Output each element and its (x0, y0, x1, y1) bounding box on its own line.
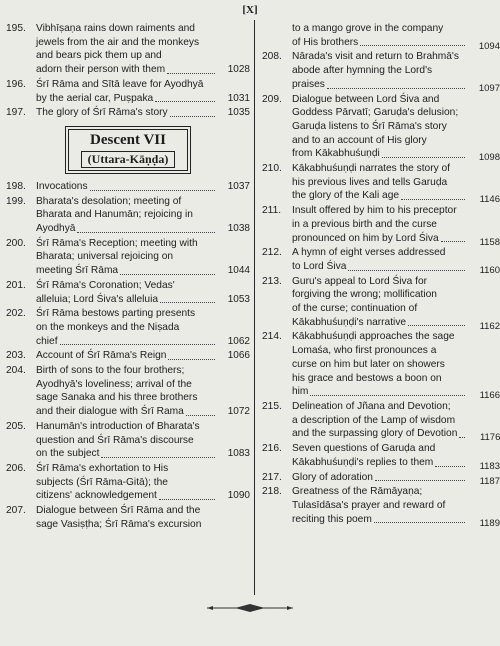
toc-entry-line: Greatness of the Rāmāyaṇa; (292, 486, 423, 498)
toc-entry-final-line (292, 471, 467, 485)
toc-entry-line: a description of the Lamp of wisdom (292, 414, 456, 426)
toc-entry (262, 246, 500, 276)
toc-entry-text (36, 279, 220, 306)
toc-entry-line: Śrī Rāma and Sītā leave for Ayodhyā (36, 78, 204, 90)
toc-entry-text (292, 275, 470, 330)
toc-entry-final-line (292, 78, 467, 92)
toc-entry-text (36, 307, 220, 348)
toc-entry (6, 195, 250, 236)
toc-entry-final-line (36, 405, 217, 419)
toc-entry-line: jewels from the air and the monkeys (36, 36, 200, 48)
toc-entry-page-number: 1166 (479, 390, 500, 402)
leader-dots (120, 274, 215, 275)
toc-entry-line: and to an account of His glory (292, 134, 427, 146)
toc-entry-number: 205. (6, 420, 26, 432)
leader-dots (101, 457, 215, 458)
toc-entry-text (36, 420, 220, 461)
toc-entry-line: Insult offered by him to his preceptor (292, 205, 457, 217)
toc-entry-page-number: 1066 (227, 350, 250, 362)
toc-entry-text (292, 204, 470, 245)
toc-entry-final-text: alleluia; Lord Śiva's alleluia (36, 293, 159, 305)
toc-entry-line: Dialogue between Śrī Rāma and the (36, 505, 201, 517)
toc-entry-text (292, 330, 470, 399)
toc-entry (6, 237, 250, 278)
leader-dots (360, 45, 465, 46)
toc-entry-page-number: 1083 (227, 448, 250, 460)
toc-entry-number: 195. (6, 23, 26, 34)
toc-entry (262, 442, 500, 472)
toc-entry-number: 203. (6, 350, 26, 362)
toc-entry-number: 208. (262, 51, 282, 63)
toc-entry-text (292, 50, 470, 91)
toc-entry (262, 485, 500, 529)
toc-entry-page-number: 1062 (227, 335, 250, 347)
toc-entry-number: 217. (262, 471, 282, 483)
toc-entry-text (36, 106, 220, 120)
toc-entry-final-text: Invocations (36, 180, 88, 192)
toc-entry-line: Guru's appeal to Lord Śiva for (292, 275, 428, 287)
descent-subtitle: (Uttara-Kāṇḍa) (81, 151, 176, 168)
toc-entry-line: Goddess Pārvatī; Garuḍa's delusion; (292, 107, 459, 119)
toc-entry-text (36, 180, 220, 194)
toc-entry-line: question and Śrī Rāma's discourse (36, 434, 194, 446)
toc-entry-number (262, 22, 292, 49)
toc-entry-final-line (292, 260, 467, 274)
toc-entry-number: 218. (262, 486, 282, 498)
leader-dots (401, 199, 465, 200)
toc-entry-text (292, 162, 470, 203)
toc-entry-line: Śrī Rāma's exhortation to His (36, 462, 169, 474)
toc-entry-text (36, 22, 220, 77)
toc-entry-text (36, 504, 220, 531)
toc-entry-final-line (36, 264, 217, 278)
toc-entry-line: Birth of sons to the four brothers; (36, 365, 185, 377)
toc-entry-line: Garuḍa listens to Śrī Rāma's story (292, 120, 447, 132)
toc-entry-final-line (292, 147, 467, 161)
toc-entry-final-text: meeting Śrī Rāma (36, 265, 119, 277)
toc-left-top-list (6, 22, 250, 120)
toc-entry-line: Kākabhuśuṇḍi narrates the story of (292, 163, 451, 175)
leader-dots (459, 437, 465, 438)
leader-dots (375, 480, 465, 481)
toc-entry-page-number: 1160 (479, 264, 500, 276)
toc-entry-final-text: and their dialogue with Śrī Rama (36, 406, 184, 418)
leader-dots (160, 302, 215, 303)
toc-entry-final-line (292, 189, 467, 203)
toc-entry-line: his grace and bestows a boon on (292, 372, 442, 384)
toc-entry-line: Kākabhuśuṇḍi approaches the sage (292, 331, 455, 343)
toc-entry-text (36, 349, 220, 363)
toc-entry (262, 162, 500, 206)
toc-entry-page-number: 1053 (227, 293, 250, 305)
toc-entry-line: Lomaśa, who first pronounces a (292, 345, 437, 357)
toc-entry-line: Delineation of Jñana and Devotion; (292, 400, 451, 412)
toc-entry-text (292, 442, 470, 469)
descent-heading-inner (68, 129, 188, 171)
toc-entry-page-number: 1187 (479, 475, 500, 487)
toc-entry-final-line (36, 63, 217, 77)
leader-dots (159, 499, 215, 500)
leader-dots (374, 522, 465, 523)
toc-entry-number: 206. (6, 462, 26, 474)
toc-entry-line: in a previous birth and the curse (292, 218, 437, 230)
toc-entry-line: Tulasīdāsa's prayer and reward of (292, 499, 446, 511)
toc-entry-line: Vibhīṣaṇa rains down raiments and (36, 23, 195, 34)
toc-entry (6, 106, 250, 120)
toc-entry-page-number: 1044 (227, 265, 250, 277)
toc-right-column (262, 22, 500, 527)
toc-entry-final-text: praises (292, 78, 325, 90)
toc-entry-page-number: 1090 (227, 490, 250, 502)
toc-entry (6, 307, 250, 348)
toc-entry-final-line (292, 456, 467, 470)
toc-entry-page-number: 1035 (227, 107, 250, 119)
toc-entry-text (292, 246, 470, 273)
toc-entry-line: Seven questions of Garuḍa and (292, 443, 436, 455)
toc-entry-page-number: 1037 (227, 180, 250, 192)
toc-entry-page-number: 1072 (227, 406, 250, 418)
toc-entry-line: to a mango grove in the company (292, 23, 444, 34)
toc-entry-page-number: 1183 (479, 460, 500, 472)
toc-entry-number: 214. (262, 331, 282, 343)
toc-entry-final-text: by the aerial car, Puṣpaka (36, 92, 154, 104)
toc-entry-page-number: 1176 (479, 432, 500, 444)
toc-entry (262, 50, 500, 94)
toc-entry-line: his previous lives and tells Garuḍa (292, 176, 448, 188)
toc-entry-line: sage Sanaka and his three brothers (36, 392, 198, 404)
toc-entry-line: sage Vasiṣṭha; Śrī Rāma's excursion (36, 518, 202, 530)
leader-dots (408, 325, 465, 326)
toc-entry-final-line (36, 489, 217, 503)
leader-dots (168, 359, 215, 360)
toc-entry-final-line (36, 92, 217, 106)
toc-entry-number: 207. (6, 505, 26, 517)
toc-entry-line: subjects (Śrī Rāma-Gitā); the (36, 476, 168, 488)
toc-entry (6, 504, 250, 531)
toc-entry-line: Śrī Rāma bestows parting presents (36, 308, 196, 320)
toc-entry-text (292, 400, 470, 441)
toc-entry-final-line (292, 36, 467, 50)
toc-entry-line: A hymn of eight verses addressed (292, 247, 446, 259)
toc-entry-final-text: pronounced on him by Lord Śiva (292, 232, 439, 244)
toc-entry-line: forgiving the wrong; mollification (292, 289, 437, 301)
toc-entry (262, 204, 500, 248)
leader-dots (186, 415, 215, 416)
toc-entry-number: 210. (262, 163, 282, 175)
toc-entry-final-line (292, 316, 467, 330)
toc-entry-final-text: Account of Śrī Rāma's Reign (36, 350, 167, 362)
toc-entry-final-text: reciting this poem (292, 513, 372, 525)
toc-entry-number: 213. (262, 275, 282, 287)
toc-entry-final-line (36, 335, 217, 349)
toc-entry-final-text: him (292, 386, 309, 398)
leader-dots (77, 232, 215, 233)
toc-entry-page-number: 1146 (479, 194, 500, 206)
toc-entry-final-text: citizens' acknowledgement (36, 490, 157, 502)
toc-entry-text (292, 485, 470, 526)
toc-entry-final-text: and the surpassing glory of Devotion (292, 428, 458, 440)
toc-entry-page-number: 1097 (478, 82, 500, 94)
leader-dots (90, 190, 215, 191)
toc-entry-page-number: 1031 (227, 92, 250, 104)
toc-entry-number: 197. (6, 107, 26, 119)
toc-entry-number: 209. (262, 93, 282, 105)
toc-entry (6, 22, 250, 77)
toc-entry-text (36, 364, 220, 419)
toc-entry-final-text: adorn their person with them (36, 64, 166, 76)
leader-dots (310, 395, 465, 396)
toc-entry-line: Ayodhyā's loveliness; arrival of the (36, 378, 192, 390)
toc-entry-line: Dialogue between Lord Śiva and (292, 93, 440, 105)
toc-entry (262, 93, 500, 162)
toc-entry-final-text: Kākabhuśuṇḍi's replies to them (292, 456, 434, 468)
toc-entry-number: 201. (6, 279, 26, 291)
toc-left-bottom-list (6, 180, 250, 532)
toc-entry-number: 199. (6, 195, 26, 207)
toc-entry-number: 202. (6, 308, 26, 320)
toc-entry-page-number: 1094 (478, 40, 500, 52)
toc-entry (6, 364, 250, 419)
toc-entry-final-text: from Kākabhuśuṇḍi (292, 148, 380, 160)
toc-entry-page-number: 1162 (479, 320, 500, 332)
toc-left-column (6, 22, 250, 533)
toc-entry-page-number: 1028 (227, 64, 250, 76)
toc-entry (262, 275, 500, 330)
leader-dots (167, 73, 215, 74)
toc-entry (6, 279, 250, 306)
toc-entry-line: Bharata's desolation; meeting of (36, 195, 182, 207)
toc-entry-page-number: 1038 (227, 223, 250, 235)
toc-entry-final-text: chief (36, 335, 58, 347)
toc-entry-final-line (36, 106, 217, 120)
leader-dots (155, 101, 215, 102)
toc-entry-text (36, 237, 220, 278)
toc-entry-page-number: 1098 (478, 152, 500, 164)
toc-entry (6, 420, 250, 461)
toc-entry-page-number: 1158 (479, 236, 500, 248)
toc-entry-number: 200. (6, 237, 26, 249)
toc-entry-final-line (292, 427, 467, 441)
toc-entry-final-text: Ayodhyā (36, 223, 76, 235)
toc-entry-final-text: Glory of adoration (292, 471, 373, 483)
toc-entry-number: 216. (262, 443, 282, 455)
leader-dots (382, 157, 465, 158)
toc-entry-number: 215. (262, 400, 282, 412)
toc-entry-number: 211. (262, 205, 282, 217)
leader-dots (327, 88, 465, 89)
toc-entry-final-line (292, 385, 467, 399)
toc-entry-text (292, 471, 470, 485)
toc-entry-number: 196. (6, 78, 26, 90)
leader-dots (441, 241, 465, 242)
toc-entry (262, 400, 500, 444)
toc-entry-final-line (36, 293, 217, 307)
toc-entry-line: Hanumān's introduction of Bharata's (36, 420, 200, 432)
toc-entry-final-text: of His brothers (292, 36, 359, 48)
toc-entry-line: abode after hymning the Lord's (292, 65, 433, 77)
leader-dots (170, 116, 215, 117)
toc-entry (6, 180, 250, 194)
toc-entry-number: 198. (6, 180, 26, 192)
toc-entry-final-text: to Lord Śiva (292, 260, 347, 272)
toc-entry-line: Śrī Rāma's Reception; meeting with (36, 237, 198, 249)
toc-entry (6, 78, 250, 105)
toc-entry-final-text: on the subject (36, 448, 100, 460)
toc-entry-line: Nārada's visit and return to Brahmā's (292, 51, 459, 63)
toc-entry-final-line (36, 180, 217, 194)
leader-dots (435, 466, 465, 467)
toc-entry-text (292, 22, 470, 49)
descent-heading-box (65, 126, 191, 174)
toc-entry-final-line (36, 447, 217, 461)
toc-entry-number: 204. (6, 365, 26, 377)
toc-entry-final-text: the glory of the Kali age (292, 190, 400, 202)
ornament-divider (205, 603, 295, 613)
descent-title: Descent VII (90, 131, 166, 148)
toc-entry-number: 212. (262, 247, 282, 259)
page-marker: [X] (242, 4, 258, 16)
column-divider (254, 20, 255, 595)
toc-entry-line: Bharata and Hanumān; rejoicing in (36, 209, 193, 221)
toc-entry-line: curse on him but later on showers (292, 358, 445, 370)
toc-entry-final-line (36, 222, 217, 236)
toc-entry-line: Śrī Rāma's Coronation; Vedas' (36, 279, 175, 291)
toc-entry-line: of the curse; continuation of (292, 303, 418, 315)
leader-dots (348, 270, 465, 271)
toc-entry-text (36, 195, 220, 236)
toc-entry-final-text: Kākabhuśuṇḍi's narrative (292, 316, 407, 328)
toc-entry (262, 471, 500, 485)
toc-entry-text (36, 78, 220, 105)
toc-entry-final-line (292, 513, 467, 527)
toc-entry (6, 349, 250, 363)
toc-entry-final-line (292, 232, 467, 246)
toc-right-list (262, 22, 500, 529)
toc-entry-line: and bears pick them up and (36, 50, 162, 62)
toc-entry (6, 462, 250, 503)
toc-entry (262, 330, 500, 402)
toc-entry-line: on the monkeys and the Niṣada (36, 321, 180, 333)
toc-entry (262, 22, 500, 52)
toc-entry-page-number: 1189 (479, 517, 500, 529)
toc-entry-final-text: The glory of Śrī Rāma's story (36, 107, 168, 119)
toc-entry-text (36, 462, 220, 503)
toc-entry-text (292, 93, 470, 162)
leader-dots (60, 344, 215, 345)
toc-entry-final-line (36, 349, 217, 363)
toc-entry-line: Bharata; universal rejoicing on (36, 251, 174, 263)
